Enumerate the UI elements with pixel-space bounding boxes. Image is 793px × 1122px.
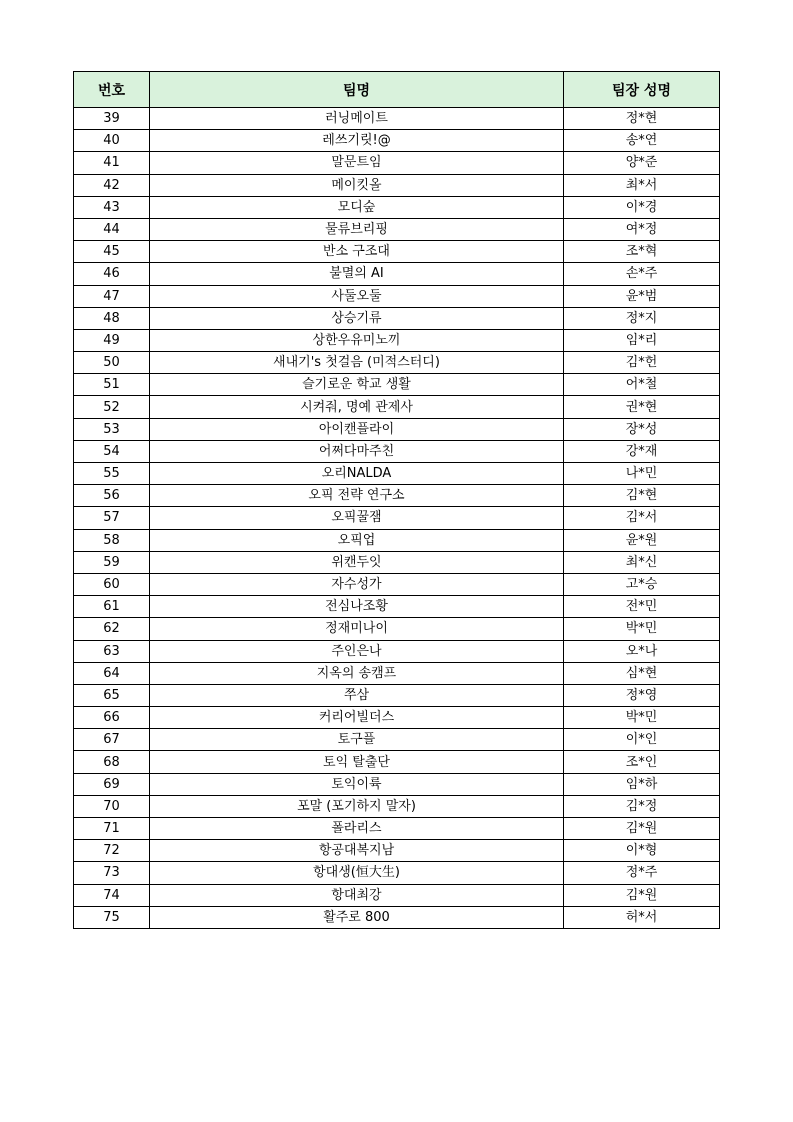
cell-team-name: 오픽업 <box>150 529 564 551</box>
table-row <box>74 596 720 618</box>
cell-team-name: 토익이륙 <box>150 773 564 795</box>
cell-team-name: 오픽 전략 연구소 <box>150 485 564 507</box>
table-row <box>74 440 720 462</box>
cell-team-name: 새내기's 첫걸음 (미적스터디) <box>150 352 564 374</box>
table-row <box>74 485 720 507</box>
table-row <box>74 795 720 817</box>
cell-team-name: 시켜줘, 명예 관제사 <box>150 396 564 418</box>
cell-leader-name: 전*민 <box>564 596 720 618</box>
cell-leader-name: 윤*범 <box>564 285 720 307</box>
cell-number: 43 <box>74 196 150 218</box>
cell-team-name: 정재미나이 <box>150 618 564 640</box>
table-row <box>74 374 720 396</box>
header-leader-name: 팀장 성명 <box>564 72 720 108</box>
cell-leader-name: 이*형 <box>564 840 720 862</box>
cell-team-name: 토구플 <box>150 729 564 751</box>
cell-number: 63 <box>74 640 150 662</box>
cell-team-name: 자수성가 <box>150 573 564 595</box>
cell-leader-name: 조*인 <box>564 751 720 773</box>
table-row <box>74 285 720 307</box>
table-header <box>74 72 720 108</box>
cell-number: 60 <box>74 573 150 595</box>
cell-leader-name: 윤*원 <box>564 529 720 551</box>
cell-leader-name: 김*헌 <box>564 352 720 374</box>
table-row <box>74 818 720 840</box>
table-row <box>74 463 720 485</box>
table-row <box>74 840 720 862</box>
cell-team-name: 반소 구조대 <box>150 241 564 263</box>
cell-number: 65 <box>74 684 150 706</box>
cell-team-name: 토익 탈출단 <box>150 751 564 773</box>
cell-number: 64 <box>74 662 150 684</box>
table-row <box>74 263 720 285</box>
header-row <box>74 72 720 108</box>
table-row <box>74 241 720 263</box>
cell-team-name: 항대최강 <box>150 884 564 906</box>
cell-leader-name: 정*영 <box>564 684 720 706</box>
table-row <box>74 507 720 529</box>
cell-team-name: 항대생(恒大生) <box>150 862 564 884</box>
cell-leader-name: 정*주 <box>564 862 720 884</box>
table-row <box>74 751 720 773</box>
cell-number: 44 <box>74 218 150 240</box>
cell-leader-name: 송*연 <box>564 130 720 152</box>
cell-team-name: 오픽꿀잼 <box>150 507 564 529</box>
cell-team-name: 러닝메이트 <box>150 108 564 130</box>
cell-leader-name: 고*승 <box>564 573 720 595</box>
cell-team-name: 어쩌다마주친 <box>150 440 564 462</box>
table-row <box>74 707 720 729</box>
cell-leader-name: 강*재 <box>564 440 720 462</box>
cell-team-name: 위캔두잇 <box>150 551 564 573</box>
cell-number: 58 <box>74 529 150 551</box>
cell-team-name: 전심나조황 <box>150 596 564 618</box>
cell-number: 74 <box>74 884 150 906</box>
table-row <box>74 152 720 174</box>
cell-team-name: 지옥의 송캠프 <box>150 662 564 684</box>
cell-number: 57 <box>74 507 150 529</box>
cell-number: 70 <box>74 795 150 817</box>
cell-number: 49 <box>74 329 150 351</box>
cell-team-name: 슬기로운 학교 생활 <box>150 374 564 396</box>
cell-team-name: 쭈삼 <box>150 684 564 706</box>
cell-number: 47 <box>74 285 150 307</box>
cell-leader-name: 권*현 <box>564 396 720 418</box>
cell-team-name: 모디숲 <box>150 196 564 218</box>
cell-number: 59 <box>74 551 150 573</box>
table-row <box>74 418 720 440</box>
cell-leader-name: 허*서 <box>564 906 720 928</box>
cell-team-name: 항공대복지남 <box>150 840 564 862</box>
cell-team-name: 상승기류 <box>150 307 564 329</box>
cell-number: 41 <box>74 152 150 174</box>
cell-leader-name: 양*준 <box>564 152 720 174</box>
cell-number: 54 <box>74 440 150 462</box>
table-row <box>74 396 720 418</box>
cell-number: 53 <box>74 418 150 440</box>
cell-number: 56 <box>74 485 150 507</box>
cell-team-name: 불멸의 AI <box>150 263 564 285</box>
cell-leader-name: 이*인 <box>564 729 720 751</box>
table-row <box>74 884 720 906</box>
table-row <box>74 906 720 928</box>
cell-team-name: 레쓰기릿!@ <box>150 130 564 152</box>
cell-leader-name: 김*서 <box>564 507 720 529</box>
cell-leader-name: 임*리 <box>564 329 720 351</box>
table-row <box>74 196 720 218</box>
cell-leader-name: 이*경 <box>564 196 720 218</box>
cell-leader-name: 심*현 <box>564 662 720 684</box>
cell-team-name: 포말 (포기하지 말자) <box>150 795 564 817</box>
cell-number: 69 <box>74 773 150 795</box>
cell-number: 66 <box>74 707 150 729</box>
cell-leader-name: 임*하 <box>564 773 720 795</box>
table-row <box>74 130 720 152</box>
cell-team-name: 오리NALDA <box>150 463 564 485</box>
table-row <box>74 307 720 329</box>
cell-number: 46 <box>74 263 150 285</box>
table-row <box>74 329 720 351</box>
cell-leader-name: 손*주 <box>564 263 720 285</box>
cell-number: 68 <box>74 751 150 773</box>
table-row <box>74 618 720 640</box>
cell-team-name: 말문트임 <box>150 152 564 174</box>
cell-number: 75 <box>74 906 150 928</box>
cell-number: 61 <box>74 596 150 618</box>
cell-number: 50 <box>74 352 150 374</box>
header-number: 번호 <box>74 72 150 108</box>
cell-leader-name: 나*민 <box>564 463 720 485</box>
cell-number: 42 <box>74 174 150 196</box>
cell-team-name: 주인은나 <box>150 640 564 662</box>
cell-team-name: 활주로 800 <box>150 906 564 928</box>
table-row <box>74 573 720 595</box>
cell-team-name: 메이킷올 <box>150 174 564 196</box>
table-row <box>74 862 720 884</box>
cell-leader-name: 김*원 <box>564 884 720 906</box>
cell-number: 45 <box>74 241 150 263</box>
cell-team-name: 커리어빌더스 <box>150 707 564 729</box>
table-row <box>74 551 720 573</box>
cell-leader-name: 최*서 <box>564 174 720 196</box>
cell-number: 48 <box>74 307 150 329</box>
cell-number: 72 <box>74 840 150 862</box>
cell-leader-name: 박*민 <box>564 618 720 640</box>
cell-leader-name: 정*지 <box>564 307 720 329</box>
cell-team-name: 폴라리스 <box>150 818 564 840</box>
cell-leader-name: 김*원 <box>564 818 720 840</box>
cell-team-name: 물류브리핑 <box>150 218 564 240</box>
cell-number: 52 <box>74 396 150 418</box>
table-row <box>74 729 720 751</box>
cell-leader-name: 조*혁 <box>564 241 720 263</box>
table-row <box>74 640 720 662</box>
cell-leader-name: 박*민 <box>564 707 720 729</box>
cell-team-name: 상한우유미노끼 <box>150 329 564 351</box>
cell-leader-name: 여*정 <box>564 218 720 240</box>
cell-leader-name: 어*철 <box>564 374 720 396</box>
table-row <box>74 108 720 130</box>
cell-leader-name: 정*현 <box>564 108 720 130</box>
cell-number: 55 <box>74 463 150 485</box>
table-row <box>74 662 720 684</box>
cell-leader-name: 김*현 <box>564 485 720 507</box>
table-body <box>74 108 720 929</box>
table-row <box>74 174 720 196</box>
cell-leader-name: 김*정 <box>564 795 720 817</box>
team-roster-table <box>73 71 720 929</box>
cell-number: 62 <box>74 618 150 640</box>
cell-number: 40 <box>74 130 150 152</box>
table-row <box>74 529 720 551</box>
table-row <box>74 352 720 374</box>
cell-leader-name: 최*신 <box>564 551 720 573</box>
cell-number: 67 <box>74 729 150 751</box>
cell-number: 73 <box>74 862 150 884</box>
cell-leader-name: 장*성 <box>564 418 720 440</box>
cell-team-name: 사둘오둘 <box>150 285 564 307</box>
table-row <box>74 684 720 706</box>
cell-leader-name: 오*나 <box>564 640 720 662</box>
cell-number: 71 <box>74 818 150 840</box>
cell-number: 51 <box>74 374 150 396</box>
cell-number: 39 <box>74 108 150 130</box>
cell-team-name: 아이캔플라이 <box>150 418 564 440</box>
table-row <box>74 218 720 240</box>
header-team-name: 팀명 <box>150 72 564 108</box>
table-row <box>74 773 720 795</box>
